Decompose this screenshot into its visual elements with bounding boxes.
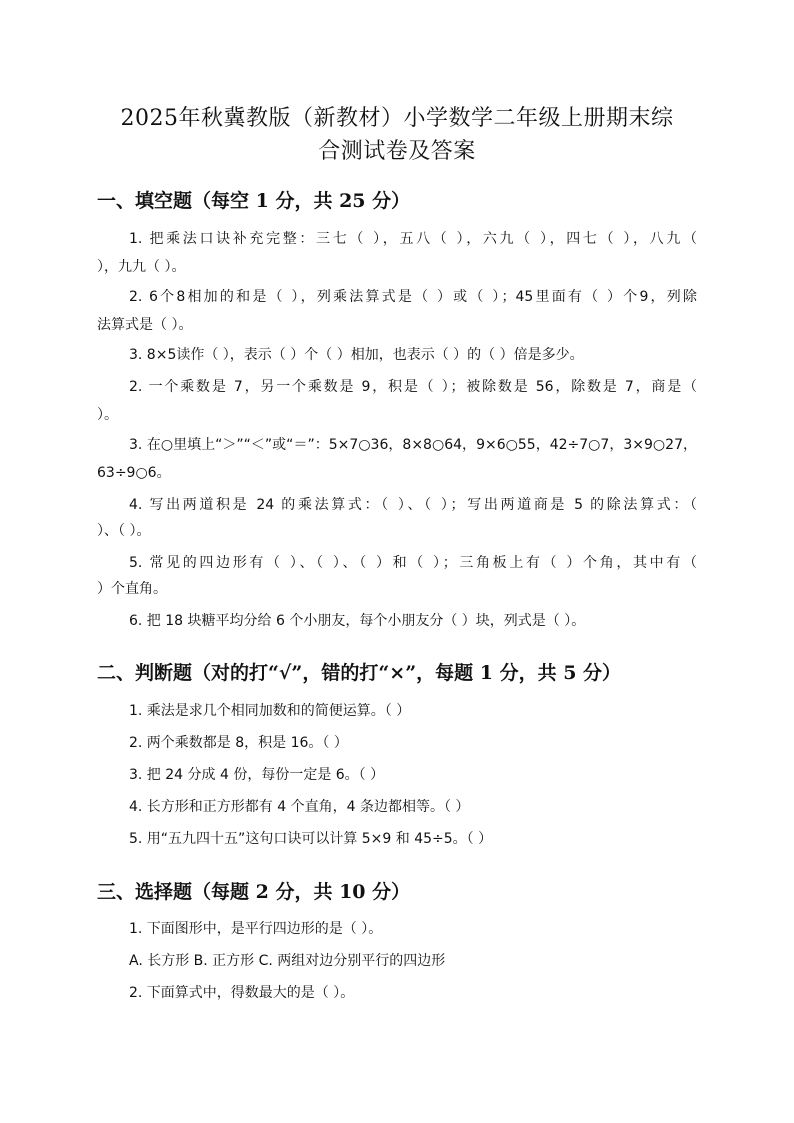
question-2-line-2: 法算式是（ ）。 bbox=[97, 317, 193, 333]
judge-question-4: 4. 长方形和正方形都有 4 个直角，4 条边都相等。（ ） bbox=[129, 799, 470, 815]
question-4-line-2: ）。 bbox=[97, 407, 118, 423]
choice-question-1-options: A. 长方形 B. 正方形 C. 两组对边分别平行的四边形 bbox=[129, 953, 446, 969]
question-6-line-1: 4. 写出两道积是 24 的乘法算式：（ ）、（ ）；写出两道商是 5 的除法算式：（ bbox=[129, 497, 697, 513]
judge-question-2: 2. 两个乘数都是 8，积是 16。（ ） bbox=[129, 735, 348, 751]
judge-question-3: 3. 把 24 分成 4 份，每份一定是 6。（ ） bbox=[129, 767, 385, 783]
question-4-line-1: 2. 一个乘数是 7，另一个乘数是 9，积是（ ）；被除数是 56，除数是 7，商是（ bbox=[129, 379, 697, 395]
question-6-line-2: ）、（ ）。 bbox=[97, 523, 151, 539]
question-5-line-2: 63÷9○6。 bbox=[97, 465, 171, 481]
section-heading-multiple-choice: 三、选择题（每题 2 分，共 10 分） bbox=[97, 881, 411, 903]
question-1-line-1: 1. 把乘法口诀补充完整：三七（ ），五八（ ），六九（ ），四七（ ），八九（ bbox=[129, 231, 697, 247]
choice-question-1: 1. 下面图形中，是平行四边形的是（ ）。 bbox=[129, 921, 383, 937]
question-1-line-2: ），九九（ ）。 bbox=[97, 259, 186, 275]
question-8-line: 6. 把 18 块糖平均分给 6 个小朋友，每个小朋友分（ ）块，列式是（ ）。 bbox=[129, 613, 586, 629]
question-7-line-2: ）个直角。 bbox=[97, 581, 167, 597]
judge-question-5: 5. 用“五九四十五”这句口诀可以计算 5×9 和 45÷5。（ ） bbox=[129, 831, 493, 847]
section-heading-true-false: 二、判断题（对的打“√”，错的打“×”，每题 1 分，共 5 分） bbox=[97, 662, 622, 684]
page-title-line-2: 合测试卷及答案 bbox=[318, 139, 476, 164]
question-2-line-1: 2. 6个8相加的和是（ ），列乘法算式是（ ）或（ ）；45里面有（ ）个9，列除 bbox=[129, 289, 697, 305]
question-5-line-1: 3. 在○里填上“＞”“＜”或“＝”：5×7○36，8×8○64，9×6○55，42÷7○7，3×9○27， bbox=[129, 437, 697, 453]
page-title-line-1: 2025年秋冀教版（新教材）小学数学二年级上册期末综 bbox=[120, 106, 674, 131]
question-7-line-1: 5. 常见的四边形有（ ）、（ ）、（ ）和（ ）；三角板上有（ ）个角，其中有（ bbox=[129, 555, 697, 571]
section-heading-fill-in: 一、填空题（每空 1 分，共 25 分） bbox=[97, 190, 411, 212]
judge-question-1: 1. 乘法是求几个相同加数和的简便运算。（ ） bbox=[129, 703, 411, 719]
choice-question-2: 2. 下面算式中，得数最大的是（ ）。 bbox=[129, 985, 355, 1001]
question-3-line: 3. 8×5读作（ ），表示（ ）个（ ）相加，也表示（ ）的（ ）倍是多少。 bbox=[129, 347, 584, 363]
